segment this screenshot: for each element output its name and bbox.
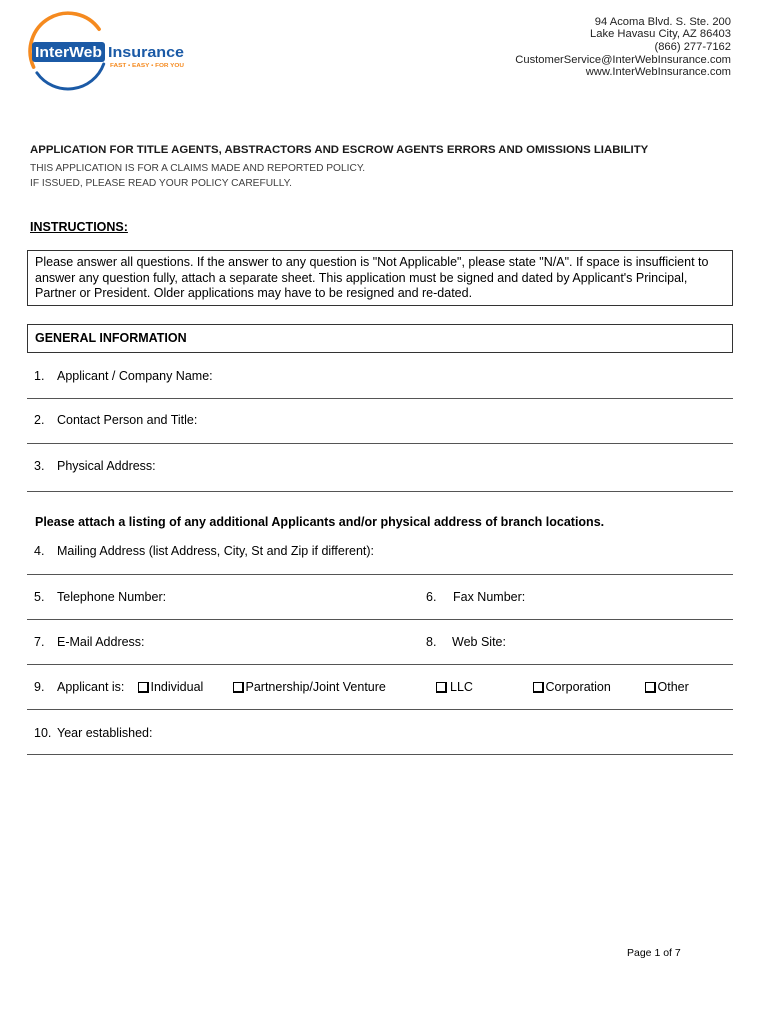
mailing-address-label: Mailing Address (list Address, City, St and Zip if different): [57, 544, 375, 558]
physical-address-label: Physical Address: [57, 459, 156, 473]
applicant-type-label: Applicant is: [57, 680, 125, 694]
contact-person-cell [34, 411, 733, 443]
physical-address-cell [34, 457, 733, 491]
fax-field[interactable] [525, 588, 729, 619]
applicant-type-row [27, 678, 733, 710]
llc-checkbox[interactable] [436, 682, 447, 693]
applicant-company-name-label: Applicant / Company Name: [57, 369, 213, 383]
question-number: 4. [34, 544, 45, 558]
partnership-option-label: Partnership/Joint Venture [245, 680, 386, 694]
instructions-line: Please answer all questions. If the answer to any question is "Not Applicable", please state "N/A". If space is insufficient to [35, 255, 709, 270]
instructions-line: Partner or President. Older applications may have to be resigned and re-dated. [35, 286, 473, 301]
email-cell [34, 633, 426, 664]
telephone-label: Telephone Number: [57, 590, 167, 604]
email-field[interactable] [145, 633, 422, 664]
question-number: 2. [34, 413, 45, 427]
physical-address-field[interactable] [156, 457, 729, 491]
attach-branch-listing-note: Please attach a listing of any additional Applicants and/or physical address of branch locations. [35, 515, 605, 529]
contact-person-row [27, 411, 733, 444]
logo-wordmark-interweb: InterWeb [35, 44, 102, 61]
contact-person-field[interactable] [197, 411, 729, 443]
question-number: 3. [34, 459, 45, 473]
mailing-address-field[interactable] [374, 542, 729, 574]
physical-address-row [27, 457, 733, 492]
policy-notice [30, 161, 365, 191]
logo-graphic [26, 8, 188, 96]
fax-label: Fax Number: [453, 590, 526, 604]
individual-checkbox[interactable] [138, 682, 149, 693]
form-title: APPLICATION FOR TITLE AGENTS, ABSTRACTORS AND ESCROW AGENTS ERRORS AND OMISSIONS LIABILITY [30, 144, 649, 156]
instructions-box [27, 250, 733, 306]
year-established-label: Year established: [57, 726, 153, 740]
applicant-type-option-other[interactable] [645, 678, 689, 696]
partnership-checkbox[interactable] [233, 682, 244, 693]
applicant-company-name-row [27, 367, 733, 399]
year-established-field[interactable] [152, 724, 729, 754]
question-number: 1. [34, 369, 45, 383]
applicant-type-option-llc[interactable] [436, 678, 473, 696]
policy-notice-line: THIS APPLICATION IS FOR A CLAIMS MADE AND REPORTED POLICY. [30, 162, 366, 174]
phone-number: (866) 277-7162 [654, 40, 731, 53]
company-contact-block [515, 16, 731, 80]
page-indicator: Page 1 of 7 [627, 947, 681, 959]
corporation-option-label: Corporation [545, 680, 611, 694]
year-established-cell [34, 724, 733, 754]
contact-person-label: Contact Person and Title: [57, 413, 198, 427]
question-number: 5. [34, 590, 45, 604]
telephone-field[interactable] [166, 588, 422, 619]
llc-option-label: LLC [450, 680, 473, 694]
instructions-heading: INSTRUCTIONS: [30, 220, 128, 234]
logo-ring-blue [37, 64, 104, 89]
website-label: Web Site: [452, 635, 506, 649]
question-number: 8. [426, 635, 437, 649]
question-number: 9. [34, 680, 45, 694]
email-link[interactable]: CustomerService@InterWebInsurance.com [515, 53, 731, 66]
logo-wordmark-insurance: Insurance [108, 44, 184, 61]
applicant-company-name-cell [34, 367, 733, 398]
telephone-fax-row [27, 588, 733, 620]
website-cell [426, 633, 733, 664]
policy-notice-line: IF ISSUED, PLEASE READ YOUR POLICY CAREFULLY. [30, 177, 292, 189]
applicant-type-option-partnership[interactable] [233, 678, 386, 696]
question-number: 6. [426, 590, 437, 604]
mailing-address-row [27, 542, 733, 575]
applicant-type-option-individual[interactable] [138, 678, 203, 696]
instructions-line: answer any question fully, attach a separate sheet. This application must be signed and dated by Applicant's Principal, [35, 270, 688, 285]
website-field[interactable] [506, 633, 729, 664]
fax-cell [426, 588, 733, 619]
applicant-type-option-corporation[interactable] [533, 678, 611, 696]
address-line-1: 94 Acoma Blvd. S. Ste. 200 [594, 15, 731, 28]
email-website-row [27, 633, 733, 665]
question-number: 10. [34, 726, 52, 740]
telephone-cell [34, 588, 426, 619]
question-number: 7. [34, 635, 45, 649]
corporation-checkbox[interactable] [533, 682, 544, 693]
company-logo [26, 8, 188, 96]
address-line-2: Lake Havasu City, AZ 86403 [590, 28, 731, 41]
general-information-header: GENERAL INFORMATION [27, 324, 733, 353]
logo-tagline: FAST • EASY • FOR YOU [110, 63, 184, 69]
individual-option-label: Individual [150, 680, 204, 694]
website-link[interactable]: www.InterWebInsurance.com [585, 66, 731, 79]
mailing-address-cell [34, 542, 733, 574]
other-option-label: Other [657, 680, 689, 694]
email-label: E-Mail Address: [57, 635, 145, 649]
year-established-row [27, 724, 733, 755]
other-checkbox[interactable] [645, 682, 656, 693]
applicant-company-name-field[interactable] [213, 367, 729, 398]
